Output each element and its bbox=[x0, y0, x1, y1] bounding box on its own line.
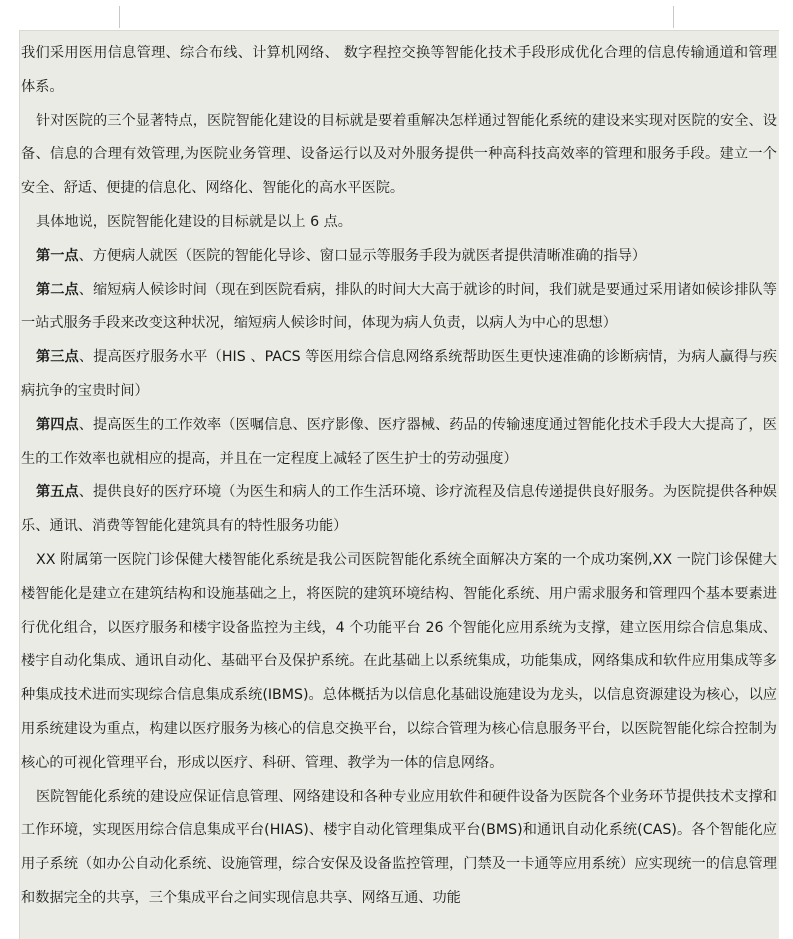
document-text-area[interactable] bbox=[19, 30, 779, 939]
left-margin-corner-mark bbox=[119, 6, 120, 28]
paragraph-2[interactable] bbox=[21, 105, 777, 206]
point-3-paragraph[interactable] bbox=[21, 341, 777, 409]
point-1-text: 、方便病人就医（医院的智能化导诊、窗口显示等服务手段为就医者提供清晰准确的指导） bbox=[78, 247, 647, 264]
point-5-label: 第五点 bbox=[36, 484, 79, 501]
point-2-paragraph[interactable] bbox=[21, 274, 777, 342]
document-content[interactable] bbox=[21, 37, 777, 916]
paragraph-1-text: 我们采用医用信息管理、综合布线、计算机网络、 数字程控交换等智能化技术手段形成优化合理的信息传输通道和管理体系。 bbox=[21, 45, 777, 95]
point-3-text: 、提高医疗服务水平（HIS 、PACS 等医用综合信息网络系统帮助医生更快速准确的诊断病情，为病人赢得与疾病抗争的宝贵时间） bbox=[21, 349, 777, 399]
point-5-paragraph[interactable] bbox=[21, 476, 777, 544]
point-1-label: 第一点 bbox=[36, 247, 79, 264]
paragraph-system-requirements[interactable] bbox=[21, 781, 777, 916]
point-3-label: 第三点 bbox=[36, 349, 79, 366]
point-4-paragraph[interactable] bbox=[21, 409, 777, 477]
point-5-text: 、提供良好的医疗环境（为医生和病人的工作生活环境、诊疗流程及信息传递提供良好服务。为医院提供各种娱乐、通讯、消费等智能化建筑具有的特性服务功能） bbox=[21, 484, 777, 535]
point-1-paragraph[interactable] bbox=[21, 240, 777, 274]
point-4-label: 第四点 bbox=[36, 416, 79, 433]
paragraph-2-text: 针对医院的三个显著特点，医院智能化建设的目标就是要着重解决怎样通过智能化系统的建设来实现对医院的安全、设备、信息的合理有效管理,为医院业务管理、设备运行以及对外服务提供一种高科技高效率的管理和服务手段。建立一个安全、舒适、便捷的信息化、网络化、智能化的高水平医院。 bbox=[21, 112, 777, 197]
paragraph-3-text: 具体地说，医院智能化建设的目标就是以上 6 点。 bbox=[36, 213, 352, 230]
point-2-label: 第二点 bbox=[36, 281, 79, 298]
paragraph-case-study[interactable] bbox=[21, 544, 777, 781]
point-2-text: 、缩短病人候诊时间（现在到医院看病，排队的时间大大高于就诊的时间，我们就是要通过采用诸如候诊排队等一站式服务手段来改变这种状况，缩短病人候诊时间，体现为病人负责，以病人为中心的思想） bbox=[21, 281, 777, 332]
paragraph-3[interactable] bbox=[21, 206, 777, 240]
paragraph-case-study-text: XX 附属第一医院门诊保健大楼智能化系统是我公司医院智能化系统全面解决方案的一个成功案例,XX 一院门诊保健大楼智能化是建立在建筑结构和设施基础之上，将医院的建筑环境结构、智能化系统、用户需求服务和管理四个基本要素进行优化组合，以医疗服务和楼宇设备监控为主线，4 个功能平台 26 个智能化应用系统为支撑，建立医用综合信息集成、楼宇自动化集成、通讯自动化、基础平台及保护系统。在此基础上以系统集成，功能集成，网络集成和软件应用集成等多种集成技术进而实现综合信息集成系统(IBMS)。总体概括为以信息化基础设施建设为龙头，以信息资源建设为核心，以应用系统建设为重点，构建以医疗服务为核心的信息交换平台，以综合管理为核心信息服务平台，以医院智能化综合控制为核心的可视化管理平台，形成以医疗、科研、管理、教学为一体的信息网络。 bbox=[21, 551, 777, 771]
page-top-margin bbox=[0, 0, 793, 30]
right-margin-corner-mark bbox=[673, 6, 674, 28]
point-4-text: 、提高医生的工作效率（医嘱信息、医疗影像、医疗器械、药品的传输速度通过智能化技术手段大大提高了，医生的工作效率也就相应的提高，并且在一定程度上减轻了医生护士的劳动强度） bbox=[21, 416, 777, 467]
paragraph-system-requirements-text: 医院智能化系统的建设应保证信息管理、网络建设和各种专业应用软件和硬件设备为医院各个业务环节提供技术支撑和工作环境，实现医用综合信息集成平台(HIAS)、楼宇自动化管理集成平台(BMS)和通讯自动化系统(CAS)。各个智能化应用子系统（如办公自动化系统、设施管理，综合安保及设备监控管理，门禁及一卡通等应用系统）应实现统一的信息管理和数据完全的共享，三个集成平台之间实现信息共享、网络互通、功能 bbox=[21, 788, 777, 906]
paragraph-1[interactable] bbox=[21, 37, 777, 105]
